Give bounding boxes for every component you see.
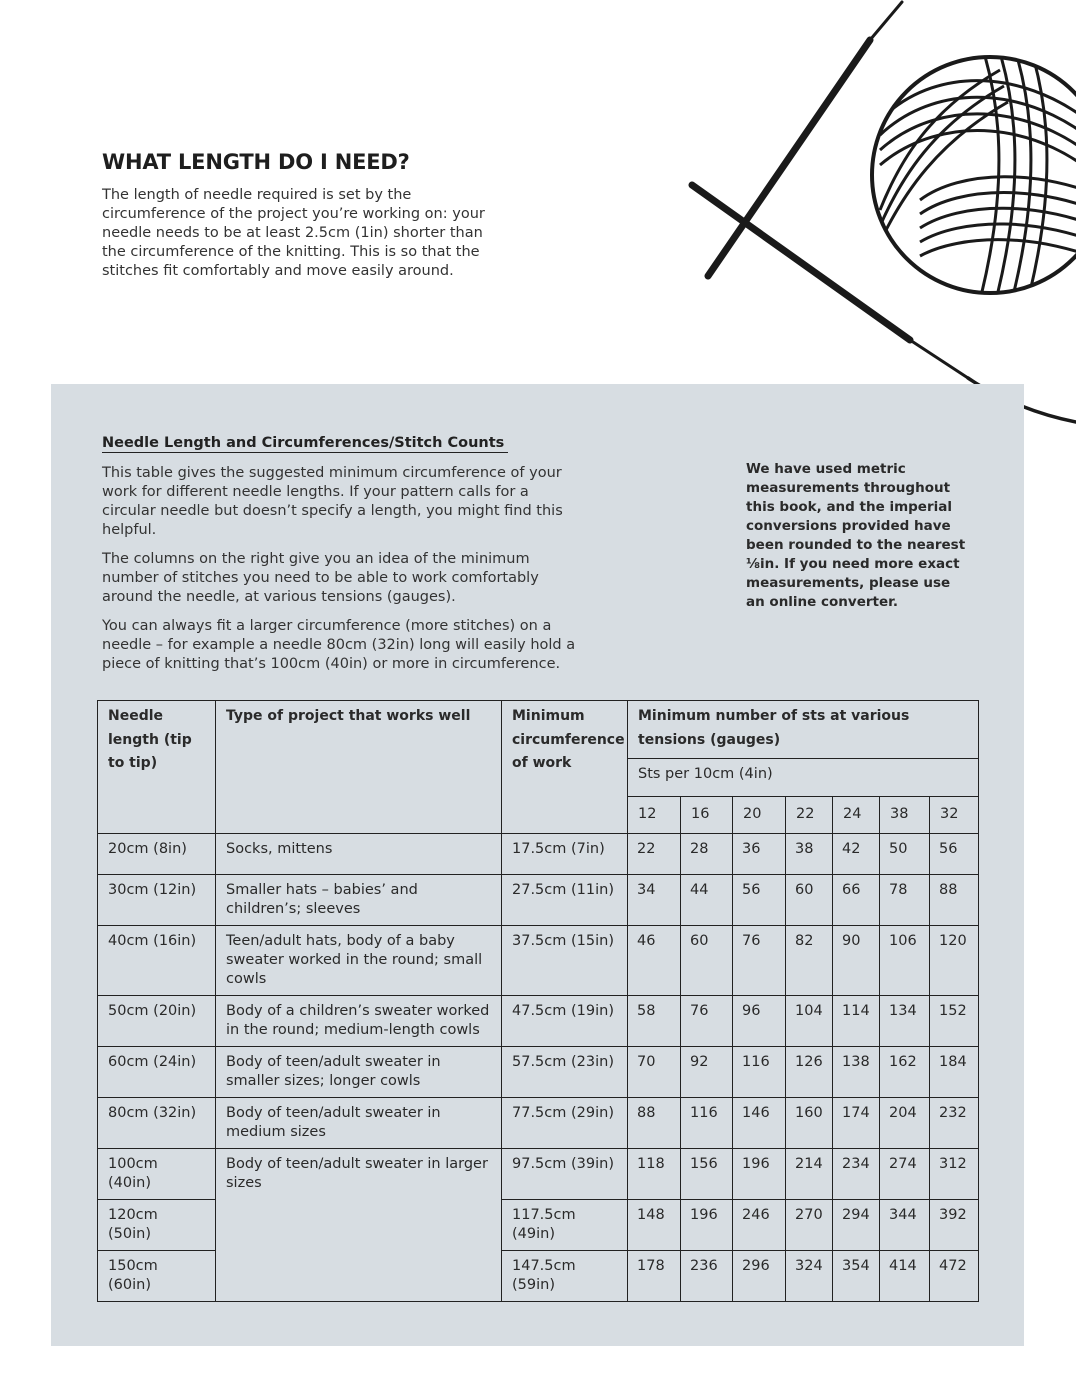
stitch-count-cell: 174 <box>833 1098 880 1149</box>
circumference-cell: 27.5cm (11in) <box>502 875 628 926</box>
stitch-count-cell: 354 <box>833 1251 880 1302</box>
stitch-count-cell: 58 <box>628 996 681 1047</box>
stitch-count-cell: 296 <box>733 1251 786 1302</box>
circumference-cell: 77.5cm (29in) <box>502 1098 628 1149</box>
section-heading: Needle Length and Circumferences/Stitch Counts <box>102 434 508 453</box>
stitch-count-cell: 184 <box>930 1047 979 1098</box>
stitch-count-cell: 134 <box>880 996 930 1047</box>
project-type-cell: Smaller hats – babies’ and children’s; sleeves <box>216 875 502 926</box>
project-type-cell: Teen/adult hats, body of a baby sweater worked in the round; small cowls <box>216 926 502 996</box>
stitch-count-cell: 344 <box>880 1200 930 1251</box>
stitch-count-cell: 104 <box>786 996 833 1047</box>
stitch-count-cell: 162 <box>880 1047 930 1098</box>
stitch-count-cell: 56 <box>930 834 979 875</box>
gauge-header: 38 <box>880 797 930 834</box>
description-paragraph: The columns on the right give you an idea of the minimum number of stitches you need to be able to work comfortably around the needle, at various tensions (gauges). <box>102 551 539 605</box>
table-row <box>98 996 979 1047</box>
stitch-count-cell: 90 <box>833 926 880 996</box>
needle-length-cell: 150cm (60in) <box>98 1251 216 1302</box>
stitch-count-cell: 472 <box>930 1251 979 1302</box>
metric-note: We have used metric measurements throughout this book, and the imperial conversions provided have been rounded to the nearest ⅛in. If you need more exact measurements, please use an online converter. <box>746 461 966 610</box>
table-row <box>98 1098 979 1149</box>
stitch-count-cell: 106 <box>880 926 930 996</box>
stitch-count-cell: 156 <box>681 1149 733 1200</box>
stitch-count-cell: 88 <box>930 875 979 926</box>
section-description <box>102 464 577 684</box>
stitch-count-cell: 204 <box>880 1098 930 1149</box>
header-project-type: Type of project that works well <box>216 701 502 834</box>
stitch-count-cell: 178 <box>628 1251 681 1302</box>
stitch-count-cell: 76 <box>733 926 786 996</box>
stitch-count-cell: 270 <box>786 1200 833 1251</box>
stitch-count-cell: 126 <box>786 1047 833 1098</box>
stitch-count-cell: 92 <box>681 1047 733 1098</box>
stitch-count-cell: 28 <box>681 834 733 875</box>
stitch-count-cell: 22 <box>628 834 681 875</box>
needle-length-table <box>97 700 979 1302</box>
circumference-cell: 117.5cm (49in) <box>502 1200 628 1251</box>
stitch-count-cell: 392 <box>930 1200 979 1251</box>
needle-length-cell: 100cm (40in) <box>98 1149 216 1200</box>
circumference-cell: 57.5cm (23in) <box>502 1047 628 1098</box>
stitch-count-cell: 414 <box>880 1251 930 1302</box>
needle-length-cell: 40cm (16in) <box>98 926 216 996</box>
stitch-count-cell: 148 <box>628 1200 681 1251</box>
needle-length-panel <box>51 384 1024 1346</box>
project-type-cell: Body of teen/adult sweater in larger sizes <box>216 1149 502 1302</box>
stitch-count-cell: 152 <box>930 996 979 1047</box>
stitch-count-cell: 196 <box>733 1149 786 1200</box>
stitch-count-cell: 82 <box>786 926 833 996</box>
stitch-count-cell: 274 <box>880 1149 930 1200</box>
stitch-count-cell: 46 <box>628 926 681 996</box>
table-row <box>98 834 979 875</box>
table-row <box>98 1149 979 1200</box>
description-paragraph: This table gives the suggested minimum circumference of your work for different needle lengths. If your pattern calls for a circular needle but doesn’t specify a length, you might find this helpful. <box>102 465 563 538</box>
gauge-header: 20 <box>733 797 786 834</box>
stitch-count-cell: 214 <box>786 1149 833 1200</box>
stitch-count-cell: 234 <box>833 1149 880 1200</box>
header-min-circumference: Minimum circumference of work <box>502 701 628 834</box>
stitch-count-cell: 60 <box>786 875 833 926</box>
circumference-cell: 37.5cm (15in) <box>502 926 628 996</box>
needle-length-cell: 30cm (12in) <box>98 875 216 926</box>
circumference-cell: 147.5cm (59in) <box>502 1251 628 1302</box>
needle-length-cell: 80cm (32in) <box>98 1098 216 1149</box>
stitch-count-cell: 120 <box>930 926 979 996</box>
stitch-count-cell: 196 <box>681 1200 733 1251</box>
header-sts-per: Sts per 10cm (4in) <box>628 759 979 797</box>
table-row <box>98 926 979 996</box>
stitch-count-cell: 114 <box>833 996 880 1047</box>
stitch-count-cell: 76 <box>681 996 733 1047</box>
stitch-count-cell: 34 <box>628 875 681 926</box>
yarn-ball-illustration <box>680 0 1076 440</box>
page-title: WHAT LENGTH DO I NEED? <box>102 150 410 174</box>
project-type-cell: Body of teen/adult sweater in medium sizes <box>216 1098 502 1149</box>
stitch-count-cell: 236 <box>681 1251 733 1302</box>
needle-length-cell: 20cm (8in) <box>98 834 216 875</box>
gauge-header: 32 <box>930 797 979 834</box>
yarn-ball-icon <box>872 40 1076 300</box>
stitch-count-cell: 324 <box>786 1251 833 1302</box>
stitch-count-cell: 116 <box>681 1098 733 1149</box>
stitch-count-cell: 118 <box>628 1149 681 1200</box>
stitch-count-cell: 36 <box>733 834 786 875</box>
circumference-cell: 97.5cm (39in) <box>502 1149 628 1200</box>
stitch-count-cell: 116 <box>733 1047 786 1098</box>
needle-length-cell: 60cm (24in) <box>98 1047 216 1098</box>
description-paragraph: You can always fit a larger circumference (more stitches) on a needle – for example a needle 80cm (32in) long will easily hold a piece of knitting that’s 100cm (40in) or more in circumference. <box>102 618 576 672</box>
stitch-count-cell: 56 <box>733 875 786 926</box>
circumference-cell: 17.5cm (7in) <box>502 834 628 875</box>
stitch-count-cell: 38 <box>786 834 833 875</box>
needle-length-cell: 120cm (50in) <box>98 1200 216 1251</box>
stitch-count-cell: 78 <box>880 875 930 926</box>
stitch-count-cell: 42 <box>833 834 880 875</box>
stitch-count-cell: 160 <box>786 1098 833 1149</box>
circumference-cell: 47.5cm (19in) <box>502 996 628 1047</box>
stitch-count-cell: 60 <box>681 926 733 996</box>
table-row <box>98 875 979 926</box>
stitch-count-cell: 232 <box>930 1098 979 1149</box>
gauge-header: 22 <box>786 797 833 834</box>
stitch-count-cell: 312 <box>930 1149 979 1200</box>
project-type-cell: Body of teen/adult sweater in smaller sizes; longer cowls <box>216 1047 502 1098</box>
stitch-count-cell: 44 <box>681 875 733 926</box>
needle-length-cell: 50cm (20in) <box>98 996 216 1047</box>
project-type-cell: Socks, mittens <box>216 834 502 875</box>
table-row <box>98 1047 979 1098</box>
stitch-count-cell: 88 <box>628 1098 681 1149</box>
intro-paragraph: The length of needle required is set by the circumference of the project you’re working on: your needle needs to be at least 2.5cm (1in) shorter than the circumference of the knitting. This is so that the stitches fit comfortably and move easily around. <box>102 187 485 279</box>
stitch-count-cell: 70 <box>628 1047 681 1098</box>
stitch-count-cell: 50 <box>880 834 930 875</box>
gauge-header: 12 <box>628 797 681 834</box>
stitch-count-cell: 246 <box>733 1200 786 1251</box>
project-type-cell: Body of a children’s sweater worked in the round; medium-length cowls <box>216 996 502 1047</box>
stitch-count-cell: 138 <box>833 1047 880 1098</box>
stitch-count-cell: 66 <box>833 875 880 926</box>
gauge-header: 16 <box>681 797 733 834</box>
stitch-count-cell: 146 <box>733 1098 786 1149</box>
stitch-count-cell: 294 <box>833 1200 880 1251</box>
stitch-count-cell: 96 <box>733 996 786 1047</box>
gauge-header: 24 <box>833 797 880 834</box>
header-needle-length: Needle length (tip to tip) <box>98 701 216 834</box>
header-min-stitches: Minimum number of sts at various tensions (gauges) <box>628 701 979 759</box>
